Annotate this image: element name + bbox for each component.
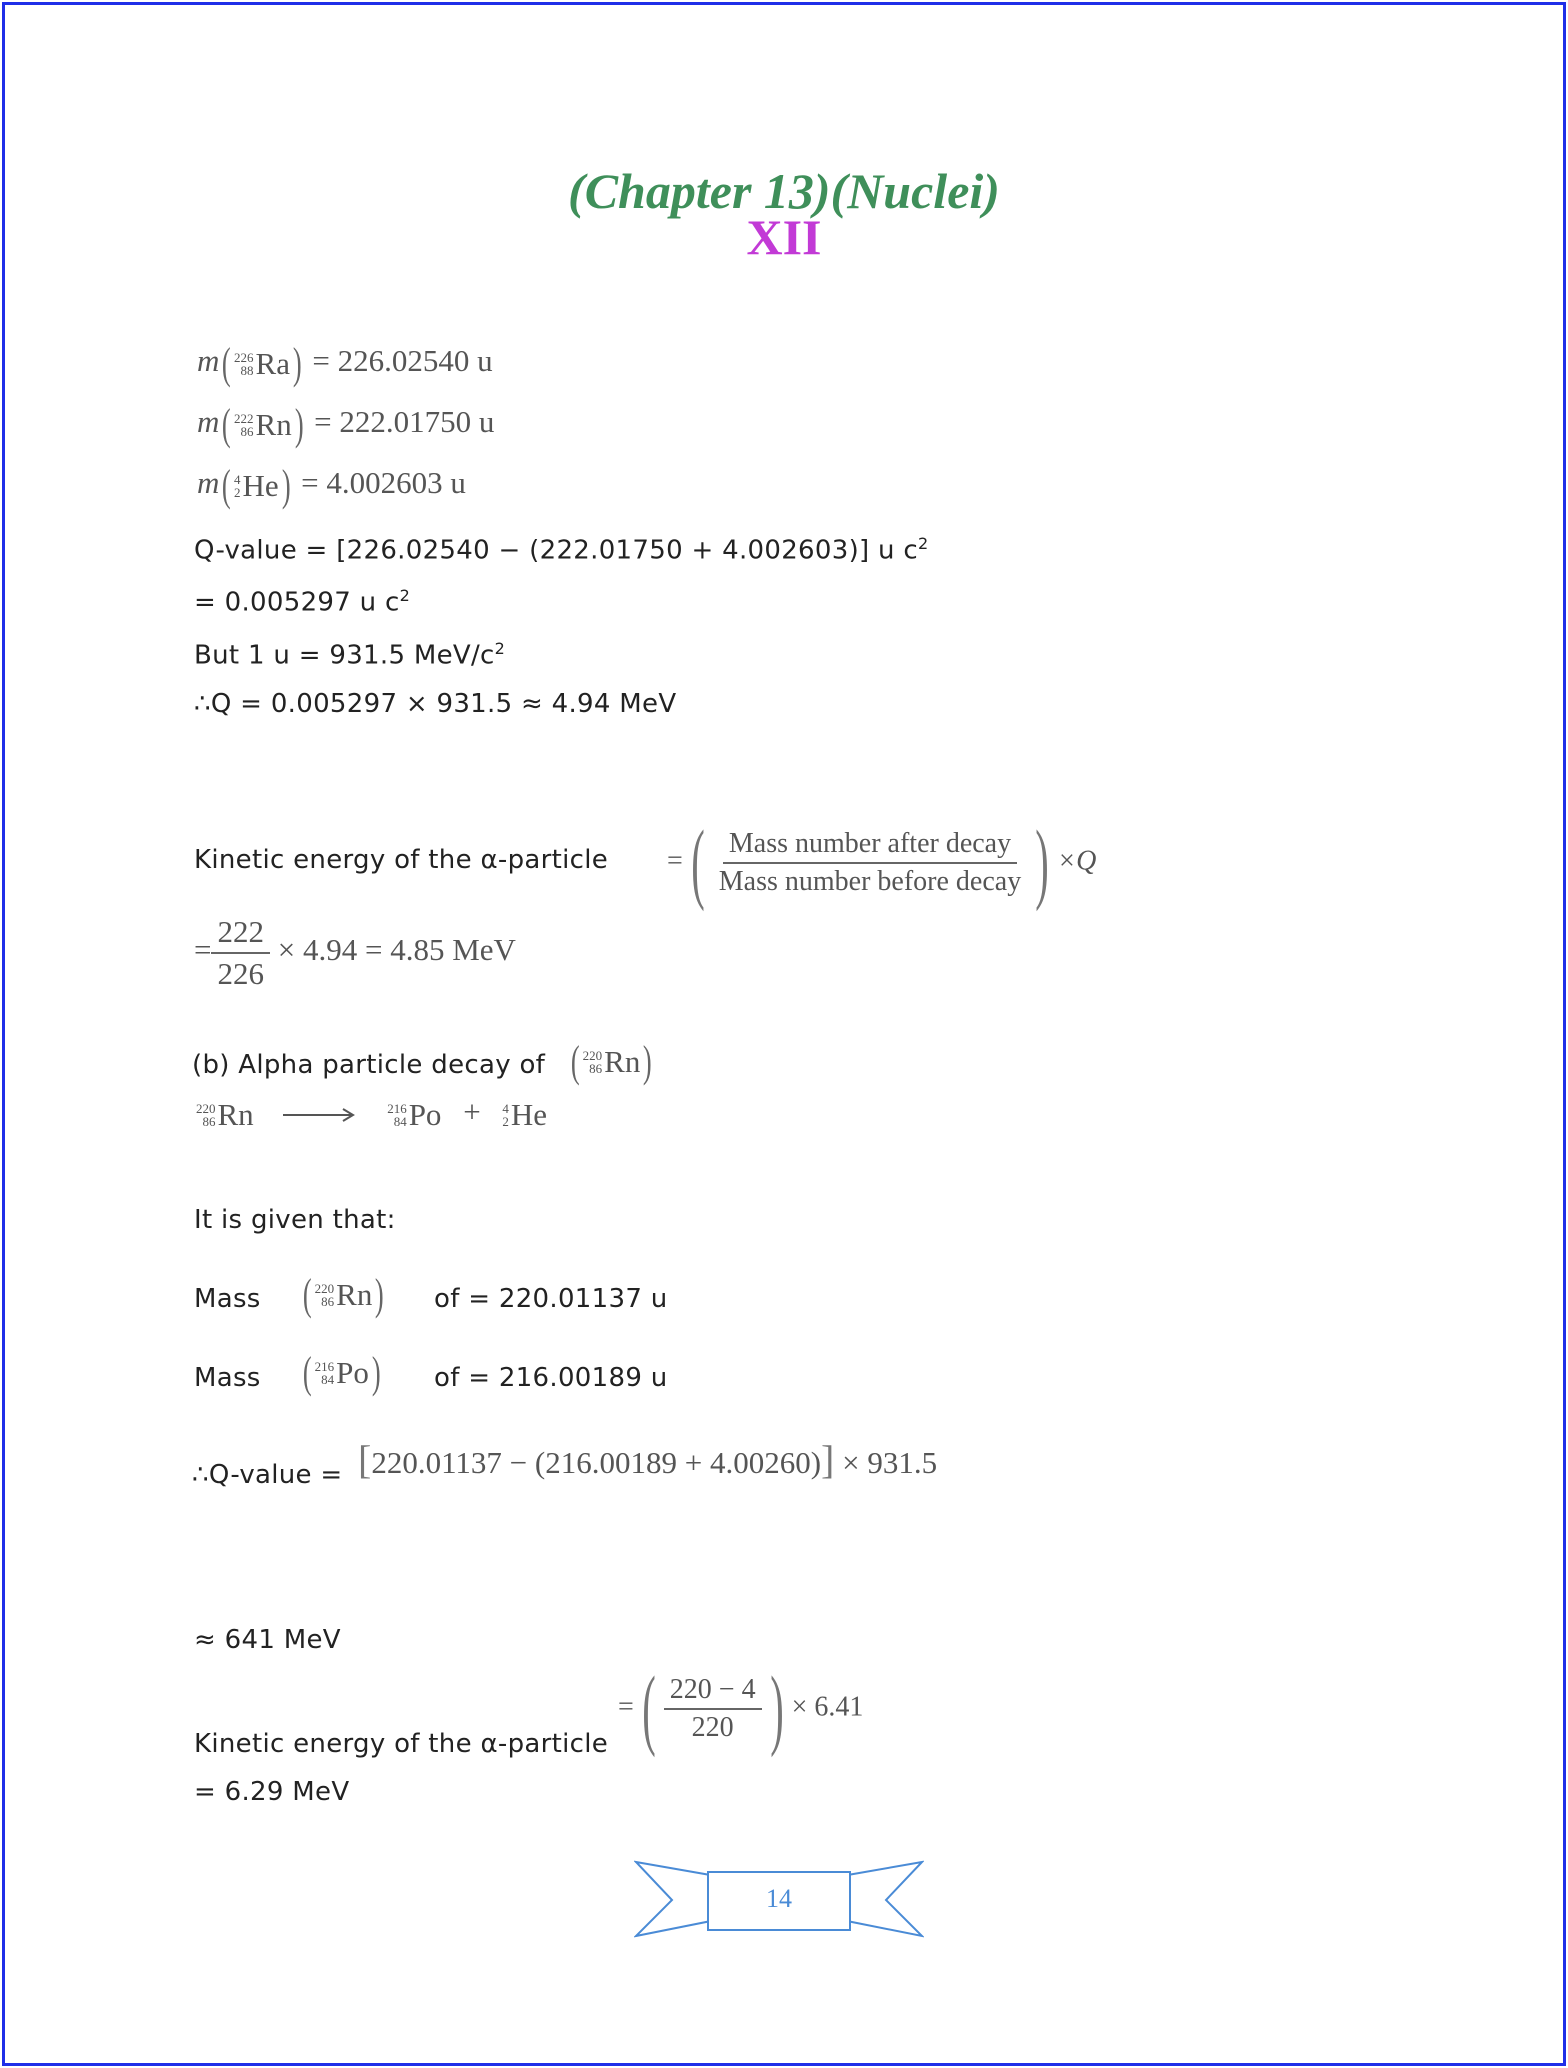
mass-number: 226 (234, 350, 254, 365)
superscript: 2 (917, 534, 929, 553)
q-value-expression: [220.01137 − (216.00189 + 4.00260)] × 931.5 (358, 1437, 938, 1482)
ke-result: × 4.94 = 4.85 MeV (277, 932, 516, 968)
atomic-number: 86 (321, 1294, 335, 1309)
equals-sign: = (618, 1691, 634, 1723)
element-symbol: Po (336, 1355, 369, 1390)
chapter-title: (Chapter 13)(Nuclei) (568, 163, 1000, 219)
fraction-denominator: 220 (691, 1712, 734, 1743)
mass-ra-line: m( 226 88 Ra ) = 226.02540 u (197, 339, 493, 388)
mass-number: 4 (234, 472, 241, 487)
q-value-label: ∴Q-value = (192, 1460, 343, 1490)
q-result-line (194, 586, 410, 618)
ke-b-result: = 6.29 MeV (194, 1777, 350, 1807)
element-symbol: Rn (217, 1096, 254, 1132)
mass-symbol: m (197, 465, 220, 501)
mass-value: = 222.01750 u (314, 404, 495, 440)
atomic-number: 86 (202, 1113, 216, 1129)
page-number-ribbon (634, 1860, 924, 1940)
q-expression: 220.01137 − (216.00189 + 4.00260) (371, 1445, 822, 1480)
mass-number: 216 (387, 1100, 407, 1116)
mass-po-value: of = 216.00189 u (434, 1363, 668, 1393)
mass-rn-line: m( 222 86 Rn ) = 222.01750 u (197, 400, 495, 449)
equals-sign: = (667, 845, 683, 877)
fraction-denominator: 226 (217, 956, 264, 991)
given-line: It is given that: (194, 1205, 396, 1235)
mass-number: 220 (314, 1281, 335, 1296)
superscript: 2 (494, 639, 506, 658)
part-b-nuclide: ( 220 86 Rn ) (570, 1037, 653, 1086)
q-final-line: ∴Q = 0.005297 × 931.5 ≈ 4.94 MeV (194, 689, 677, 719)
ke-label: Kinetic energy of the α-particle (194, 845, 609, 875)
atomic-number: 2 (502, 1113, 509, 1129)
mass-number: 4 (502, 1100, 509, 1116)
formula-numerator: Mass number after decay (723, 828, 1017, 864)
mass-number: 216 (314, 1359, 335, 1374)
atomic-number: 86 (240, 424, 254, 439)
mass-po-nuclide: ( 216 84 Po ) (302, 1348, 381, 1397)
mass-label: Mass (194, 1284, 261, 1314)
q-value-line (194, 534, 928, 566)
q-result-text: = 0.005297 u c (194, 587, 400, 618)
plus-sign: + (463, 1094, 481, 1129)
atomic-number: 84 (321, 1372, 335, 1387)
page-number: 14 (766, 1884, 792, 1913)
mass-rn-value: of = 220.01137 u (434, 1284, 668, 1314)
q-times: × 931.5 (842, 1445, 938, 1480)
ke-result-line (194, 914, 516, 992)
mass-value: = 226.02540 u (312, 343, 493, 379)
element-symbol: He (510, 1096, 548, 1132)
mass-he-line: m( 4 2 He ) = 4.002603 u (197, 461, 466, 510)
formula-denominator: Mass number before decay (718, 866, 1022, 897)
superscript: 2 (399, 586, 411, 605)
mass-number: 220 (582, 1048, 603, 1063)
element-symbol: Ra (255, 346, 290, 381)
grade-label: XII (746, 209, 822, 265)
element-symbol: Rn (604, 1044, 641, 1079)
part-b-heading: (b) Alpha particle decay of (192, 1050, 546, 1080)
element-symbol: Rn (255, 407, 292, 442)
element-symbol: Po (408, 1096, 442, 1132)
mass-symbol: m (197, 404, 220, 440)
ke-formula: =( $\frac{\text{Mass number after decay}}{\text{Mass number before decay}}$ ) ×Q (667, 813, 1097, 912)
mass-label: Mass (194, 1363, 261, 1393)
mass-value: = 4.002603 u (301, 465, 466, 501)
arrow-right-icon (283, 1105, 357, 1125)
element-symbol: Rn (336, 1277, 373, 1312)
equals-sign: = (194, 932, 212, 968)
element-symbol: He (242, 468, 279, 503)
atomic-number: 2 (234, 485, 241, 500)
conversion-text: But 1 u = 931.5 MeV/c (194, 640, 495, 671)
atomic-number: 84 (393, 1113, 407, 1129)
times-q: ×Q (1057, 845, 1097, 877)
atomic-number: 86 (589, 1061, 603, 1076)
times-value: × 6.41 (791, 1691, 864, 1723)
ke-b-formula: =( $\frac{220 - 4}{220}$ ) × 6.41 (618, 1659, 864, 1758)
mass-rn-nuclide: ( 220 86 Rn ) (302, 1270, 385, 1319)
approx-line: ≈ 641 MeV (194, 1625, 341, 1655)
fraction-numerator: 222 (211, 914, 270, 954)
mass-symbol: m (197, 343, 220, 379)
mass-number: 220 (196, 1100, 216, 1116)
conversion-line (194, 639, 505, 671)
ke-b-label: Kinetic energy of the α-particle (194, 1729, 609, 1759)
mass-number: 222 (234, 411, 254, 426)
atomic-number: 88 (240, 363, 254, 378)
decay-equation (196, 1094, 547, 1133)
q-value-text: Q-value = [226.02540 − (222.01750 + 4.002603)] u c (194, 535, 918, 566)
fraction-numerator: 220 − 4 (664, 1674, 762, 1710)
